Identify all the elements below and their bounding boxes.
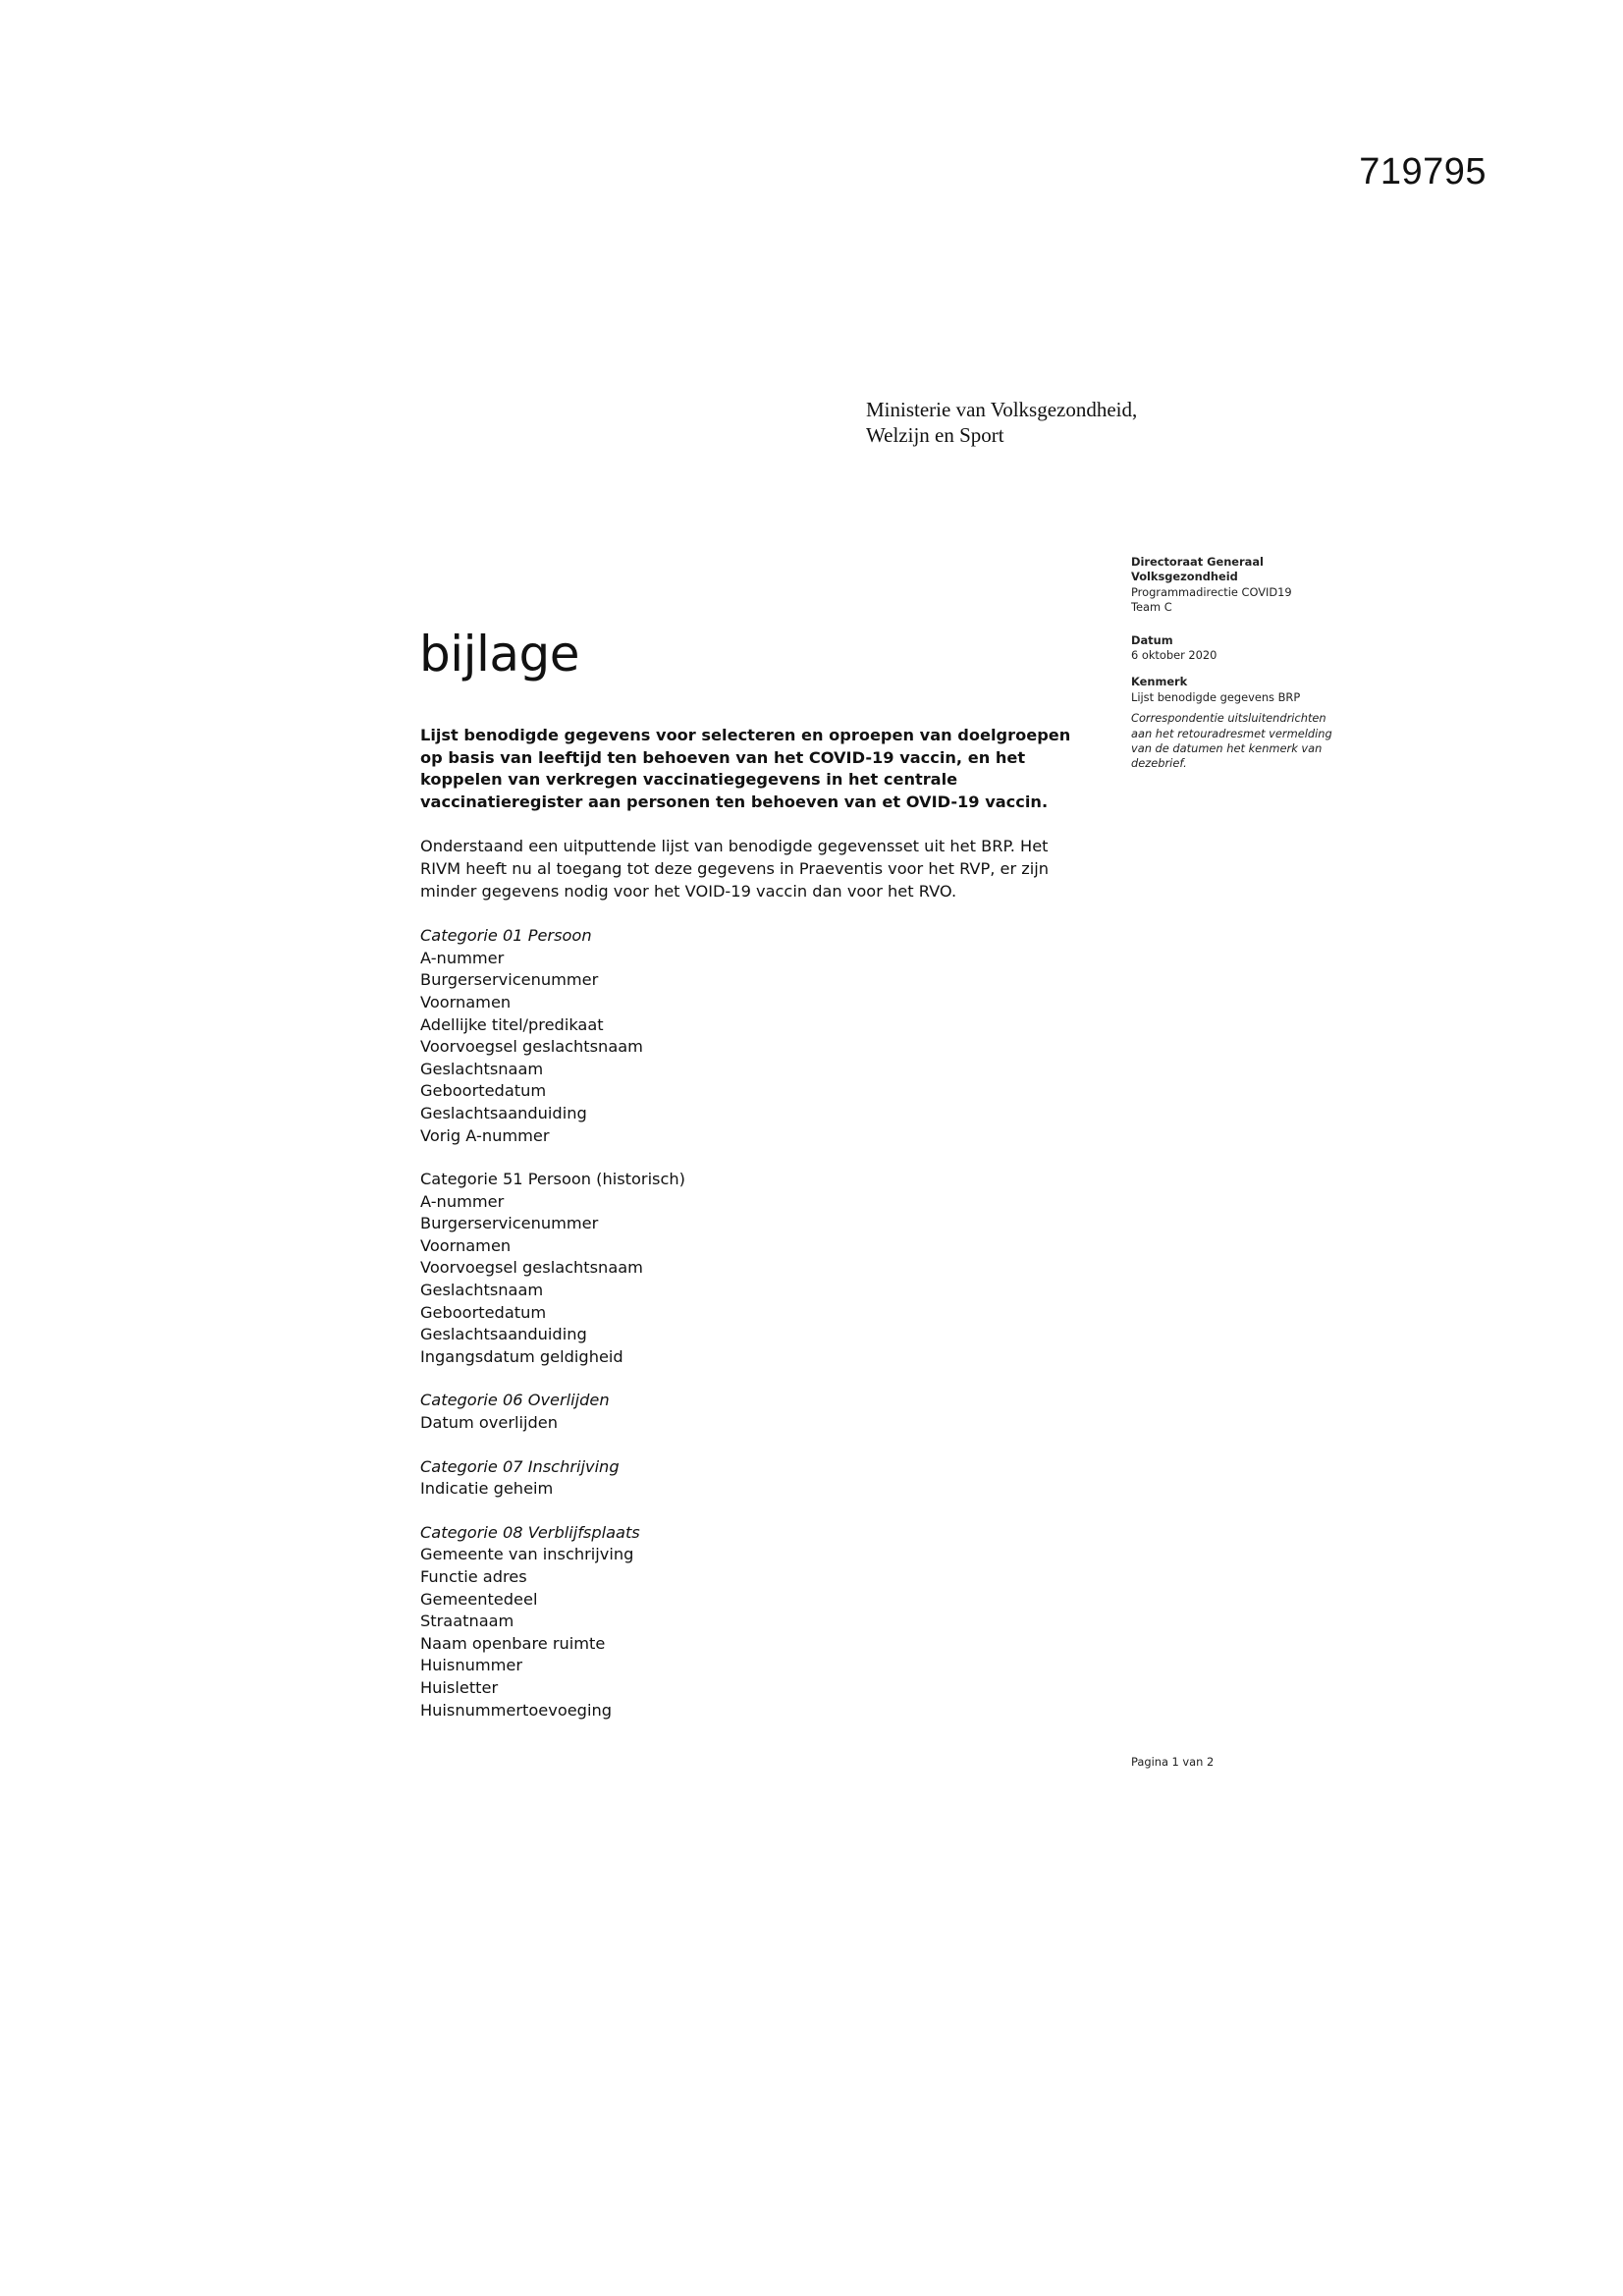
category-section (420, 1456, 1108, 1501)
sidebar-meta (1131, 555, 1347, 790)
category-heading: Categorie 51 Persoon (historisch) (420, 1170, 685, 1189)
category-heading: Categorie 07 Inschrijving (420, 1456, 620, 1476)
intro-line: RIVM heeft nu al toegang tot deze gegevens in Praeventis voor het RVP, er zijn (420, 858, 1050, 878)
kenmerk-label: Kenmerk (1131, 675, 1188, 689)
list-item: A-nummer (420, 948, 505, 967)
list-item: Huisletter (420, 1677, 499, 1697)
list-item: Voorvoegsel geslachtsnaam (420, 1258, 643, 1278)
lead-line: vaccinatieregister aan personen ten behoeven van et OVID-19 vaccin. (420, 792, 1049, 811)
category-heading: Categorie 08 Verblijfsplaats (420, 1522, 640, 1542)
list-item: Gemeente van inschrijving (420, 1545, 634, 1564)
list-item: Functie adres (420, 1567, 527, 1586)
list-item: A-nummer (420, 1191, 505, 1211)
org-line-1: Directoraat Generaal (1131, 555, 1264, 569)
category-section (420, 1169, 1108, 1368)
intro-line: Onderstaand een uitputtende lijst van benodigde gegevensset uit het BRP. Het (420, 837, 1049, 856)
list-item: Voorvoegsel geslachtsnaam (420, 1037, 643, 1057)
org-line-2: Volksgezondheid (1131, 570, 1238, 584)
sidebar-organisation (1131, 555, 1347, 616)
list-item: Burgerservicenummer (420, 970, 599, 990)
lead-line: op basis van leeftijd ten behoeven van het COVID-19 vaccin, en het (420, 747, 1026, 767)
sidebar-datum (1131, 633, 1347, 664)
list-item: Geslachtsnaam (420, 1281, 544, 1300)
document-number: 719795 (1359, 151, 1487, 192)
main-content (420, 725, 1108, 1743)
org-line-3: Programmadirectie COVID19 (1131, 584, 1292, 599)
list-item: Naam openbare ruimte (420, 1633, 606, 1653)
note-line: Correspondentie uitsluitend (1131, 711, 1287, 726)
list-item: Geslachtsaanduiding (420, 1325, 587, 1344)
note-line: en het kenmerk van deze (1131, 741, 1323, 771)
lead-paragraph (420, 725, 1108, 813)
page-number: Pagina 1 van 2 (1131, 1755, 1215, 1769)
intro-paragraph (420, 836, 1108, 902)
category-section (420, 1390, 1108, 1434)
list-item: Geboortedatum (420, 1302, 547, 1322)
list-item: Vorig A-nummer (420, 1125, 550, 1145)
list-item: Geslachtsaanduiding (420, 1103, 587, 1122)
datum-value: 6 oktober 2020 (1131, 648, 1217, 663)
category-section (420, 925, 1108, 1147)
note-line: met vermelding van de datum (1131, 726, 1332, 756)
datum-label: Datum (1131, 632, 1173, 647)
lead-line: koppelen van verkregen vaccinatiegegevens in het centrale (420, 770, 958, 790)
list-item: Huisnummer (420, 1656, 523, 1675)
list-item: Datum overlijden (420, 1413, 558, 1433)
correspondence-note (1131, 711, 1347, 772)
list-item: Burgerservicenummer (420, 1214, 599, 1233)
category-list (420, 925, 1108, 1722)
category-heading: Categorie 01 Persoon (420, 926, 592, 946)
ministry-logo-text (866, 397, 1137, 448)
list-item: Indicatie geheim (420, 1479, 554, 1499)
org-line-4: Team C (1131, 600, 1172, 615)
list-item: Geslachtsnaam (420, 1059, 544, 1078)
list-item: Voornamen (420, 992, 512, 1011)
sidebar-kenmerk (1131, 675, 1347, 771)
list-item: Voornamen (420, 1235, 512, 1255)
lead-line: Lijst benodigde gegevens voor selecteren en oproepen van doelgroepen (420, 726, 1071, 744)
category-section (420, 1522, 1108, 1722)
category-heading: Categorie 06 Overlijden (420, 1391, 610, 1410)
list-item: Gemeentedeel (420, 1589, 538, 1609)
list-item: Adellijke titel/predikaat (420, 1014, 604, 1034)
ministry-line-1: Ministerie van Volksgezondheid, (866, 398, 1138, 421)
list-item: Huisnummertoevoeging (420, 1700, 612, 1720)
page-title: bijlage (419, 626, 580, 683)
note-line: brief. (1158, 756, 1187, 771)
intro-line: minder gegevens nodig voor het VOID-19 vaccin dan voor het RVO. (420, 881, 957, 901)
ministry-line-2: Welzijn en Sport (866, 423, 1004, 447)
note-line: richten aan het retouradres (1131, 711, 1326, 740)
list-item: Geboortedatum (420, 1081, 547, 1101)
list-item: Ingangsdatum geldigheid (420, 1346, 623, 1366)
kenmerk-value: Lijst benodigde gegevens BRP (1131, 689, 1301, 704)
list-item: Straatnaam (420, 1612, 514, 1631)
